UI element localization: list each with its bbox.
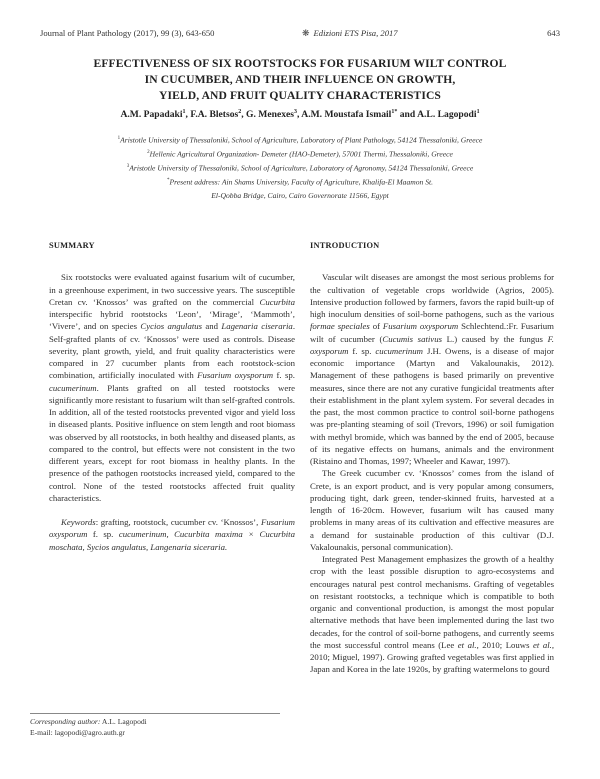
article-title	[40, 56, 560, 104]
author-name: G. Menexes	[246, 109, 294, 121]
affiliation-marker: 1	[182, 109, 186, 115]
affiliation-marker: 3	[294, 109, 297, 115]
affiliation-line: El-Qobba Bridge, Cairo, Cairo Governorate 11566, Egypt	[211, 190, 389, 200]
affiliation-marker: 1*	[391, 109, 398, 115]
title-line: IN CUCUMBER, AND THEIR INFLUENCE ON GROWTH,	[144, 73, 456, 86]
author-list: A.M. Papadaki$^1$, F.A. Bletsos$^2$, G. Menexes$^3$, A.M. Moustafa Ismail$^{1*}$ and A.L. Lagopodi$^1$	[120, 109, 480, 121]
affiliation-marker: 2	[238, 109, 242, 115]
keywords-paragraph: Keywords: grafting, rootstock, cucumber cv. ‘Knossos’, Fusarium oxysporum f. sp. cucumerinum, Cucurbita maxima × Cucurbita moschata, Sycios angulatus, Langenaria siceraria.	[49, 517, 295, 552]
corresponding-author-footnote	[30, 713, 280, 738]
summary-paragraph: Six rootstocks were evaluated against fusarium wilt of cucumber, in a greenhouse experiment, in two successive years. The susceptible Cretan cv. ‘Knossos’ was grafted on the commercial Cucurbita interspecific hybrid rootstocks ‘Leon’, ‘Mirage’, ‘Mammoth’, ‘Vivere’, and on species Cycios angulatus and Lagenaria ciseraria. Self-grafted plants of cv. ‘Knossos’ were used as controls. Disease severity, plant growth, yield, and fruit quality characteristics were compared in 27 cucumber plants from each rootstock-scion combination, artificially inoculated with Fusarium oxysporum f. sp. cucumerinum. Plants grafted on all tested rootstocks were significantly more resistant to fusarium wilt than self-grafted controls. In addition, all of the tested rootstocks prevented vigor and yield loss in diseased plants. Positive influence on stem length and root biomass was observed by all rootstocks, in both healthy and diseased plants, as compared to the control, but effects were not consistent in the two different years, except for root biomass in healthy plants. In the presence of the pathogen rootstocks increased yield, compared to the control. None of the tested rootstocks affected fruit quality characteristics.	[49, 272, 295, 503]
ets-logo-icon: ❋	[302, 28, 310, 38]
email-label: E-mail:	[30, 727, 53, 737]
author-name: F.A. Bletsos	[190, 109, 239, 121]
email-line	[30, 728, 280, 739]
corresponding-author-label: Corresponding author	[30, 717, 98, 726]
affiliations	[40, 133, 560, 202]
author-name: A.M. Moustafa Ismail	[301, 109, 392, 121]
corresponding-author-line: Corresponding author: A.L. Lagopodi	[30, 717, 147, 726]
footnote-divider	[30, 713, 280, 714]
corresponding-author-name: A.L. Lagopodi	[101, 717, 147, 726]
intro-paragraph: The Greek cucumber cv. ‘Knossos’ comes from the island of Crete, is an export product, and is very popular among consumers, producing tight, dark green, tender-skinned fruits, harvested at a length of 16-20cm. However, fusarium wilt has caused many problems in many areas of its cultivation and effective measures are a demand for sustainable production of this cultivar (D.J. Vakalounakis, personal communication).	[310, 468, 554, 552]
intro-paragraph: Integrated Pest Management emphasizes the growth of a healthy crop with the least possible disruption to agro-ecosystems and encourages natural pest control mechanisms. Grafting of vegetables on resistant rootstocks, a technique which is compatible to both organic and conventional production, is amongst the most popular alternative methods that have been implemented during the last two decades, for the control of soil-borne pathogens, and currently seems the most successful control means (Lee et al., 2010; Louws et al., 2010; Miguel, 1997). Growing grafted vegetables was first applied in Japan and Korea in the late 1920s, by grafting watermelons to gourd	[310, 554, 555, 675]
summary-heading: SUMMARY	[49, 241, 95, 250]
journal-citation: Journal of Plant Pathology (2017), 99 (3), 643-650	[40, 28, 215, 38]
author-name: A.M. Papadaki	[120, 109, 183, 121]
intro-paragraph: Vascular wilt diseases are amongst the most serious problems for the cultivation of vegetable crops worldwide (Agrios, 2005). Intensive production followed by farmers, favors the rapid built-up of high inoculum densities of soil-borne pathogens, such as the various formae speciales of Fusarium oxysporum Schlechtend.:Fr. Fusarium wilt of cucumber (Cucumis sativus L.) caused by the fungus F. oxysporum f. sp. cucumerinum J.H. Owens, is a disease of major economic importance (Martyn and Vakalounakis, 2012). Management of these pathogens is based primarily on preventive measures, since there are not any curative fungicidal treatments after their establishment in the plant xylem system. For several decades in the past, the most common practice to control soil-borne pathogens was pre-planting steaming of soil (Trevors, 1996) or soil fumigation with methyl bromide, which was banned by the end of 2005, because of its negative effects on humans, animals and the environment (Ristaino and Thomas, 1997; Wheeler and Kawar, 1997).	[310, 272, 554, 466]
summary-column	[49, 240, 295, 553]
affiliation-line: *Present address: Ain Shams University, Faculty of Agriculture, Khalifa-El Maamon St.	[166, 177, 434, 187]
affiliation-line: $^1$Aristotle University of Thessaloniki, School of Agriculture, Laboratory of Plant Pathology, 54124 Thessaloniki, Greece	[117, 135, 483, 145]
author-name: A.L. Lagopodi	[417, 109, 477, 121]
publisher-name: Edizioni ETS Pisa, 2017	[313, 28, 398, 38]
running-head	[40, 28, 560, 42]
email-address[interactable]: lagopodi@agro.auth.gr	[54, 727, 125, 737]
affiliation-marker: 1	[476, 109, 480, 115]
title-line: YIELD, AND FRUIT QUALITY CHARACTERISTICS	[159, 89, 441, 102]
title-line: EFFECTIVENESS OF SIX ROOTSTOCKS FOR FUSARIUM WILT CONTROL	[93, 57, 507, 70]
introduction-heading: INTRODUCTION	[310, 241, 380, 250]
affiliation-line: $^2$Hellenic Agricultural Organization- Demeter (HAO-Demeter), 57001 Thermi, Thessaloniki, Greece	[147, 149, 453, 159]
page-number: 643	[547, 28, 560, 38]
publisher-line	[302, 28, 398, 39]
affiliation-line: $^3$Aristotle University of Thessaloniki, School of Agriculture, Laboratory of Agronomy, 54124 Thessaloniki, Greece	[126, 163, 474, 173]
introduction-column	[310, 240, 554, 676]
